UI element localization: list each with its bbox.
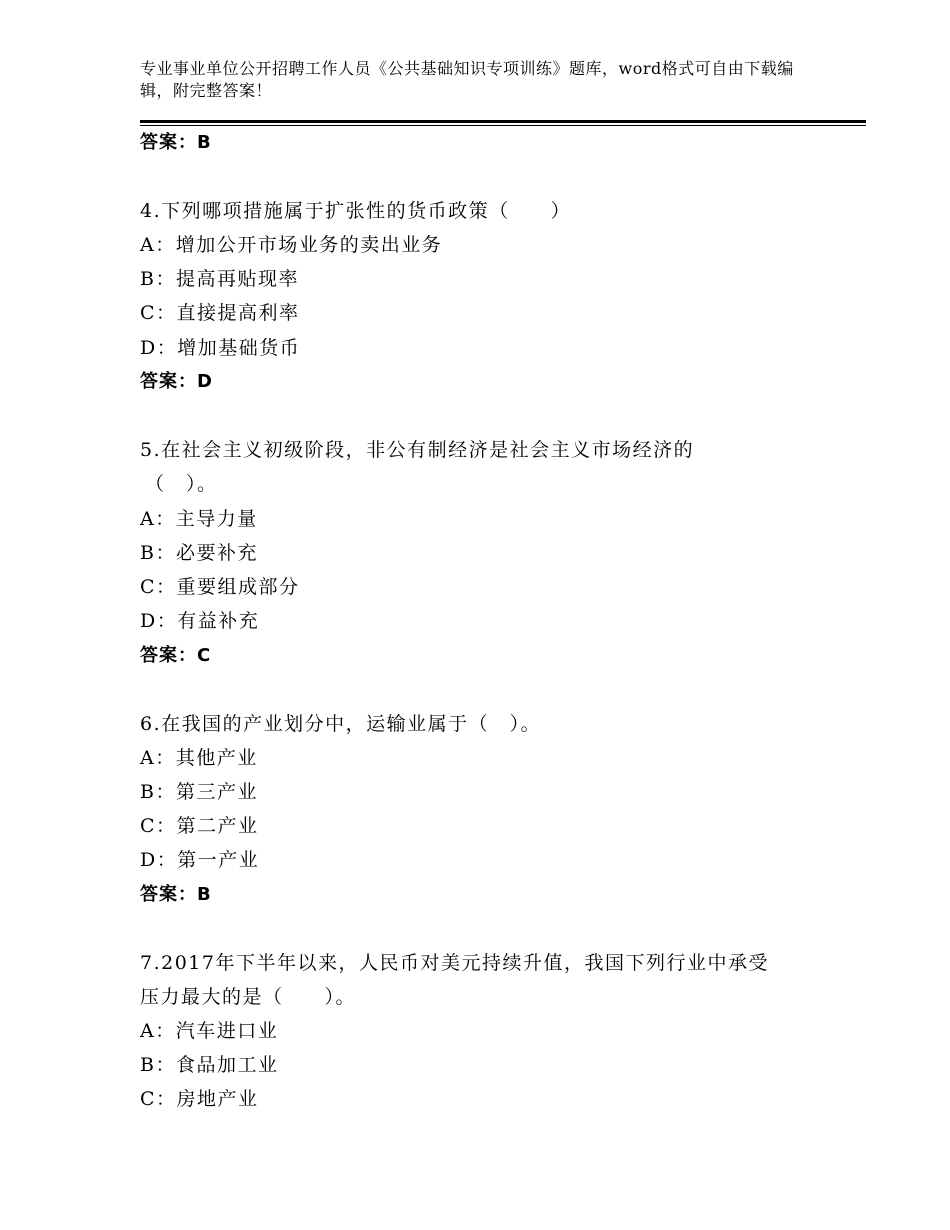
page-header: 专业事业单位公开招聘工作人员《公共基础知识专项训练》题库，word格式可自由下载编辑，附完整答案！ [140,59,794,100]
question-6-answer: 答案：B [140,884,212,905]
header-rule-thick [140,120,866,123]
question-7-option-a: A：汽车进口业 [140,1020,279,1042]
question-4-option-c: C：直接提高利率 [140,302,300,324]
question-4-option-b: B：提高再贴现率 [140,268,299,290]
question-4-option-a: A：增加公开市场业务的卖出业务 [140,234,443,256]
question-4-stem: 4.下列哪项措施属于扩张性的货币政策（ ） [140,200,572,222]
question-7-option-b: B：食品加工业 [140,1054,279,1076]
question-6-option-d: D：第一产业 [140,849,260,871]
answer-q3: 答案：B [140,132,212,153]
question-6-option-c: C：第二产业 [140,815,259,837]
question-5-stem-continued: （ ）。 [145,473,218,495]
question-6-option-a: A：其他产业 [140,747,258,769]
question-4-option-d: D：增加基础货币 [140,337,301,359]
question-7-stem-continued: 压力最大的是（ ）。 [140,986,357,1008]
question-5-option-d: D：有益补充 [140,610,260,632]
question-5-stem: 5.在社会主义初级阶段，非公有制经济是社会主义市场经济的 [140,439,695,461]
question-5-answer: 答案：C [140,645,212,666]
question-7-option-c: C：房地产业 [140,1088,259,1110]
question-7-stem: 7.2017年下半年以来，人民币对美元持续升值，我国下列行业中承受 [140,952,769,974]
question-5-option-c: C：重要组成部分 [140,576,300,598]
question-4-answer: 答案：D [140,371,213,392]
question-5-option-b: B：必要补充 [140,542,258,564]
header-rule-thin [140,125,866,126]
question-6-option-b: B：第三产业 [140,781,258,803]
question-6-stem: 6.在我国的产业划分中，运输业属于（ ）。 [140,713,542,735]
question-5-option-a: A：主导力量 [140,508,258,530]
